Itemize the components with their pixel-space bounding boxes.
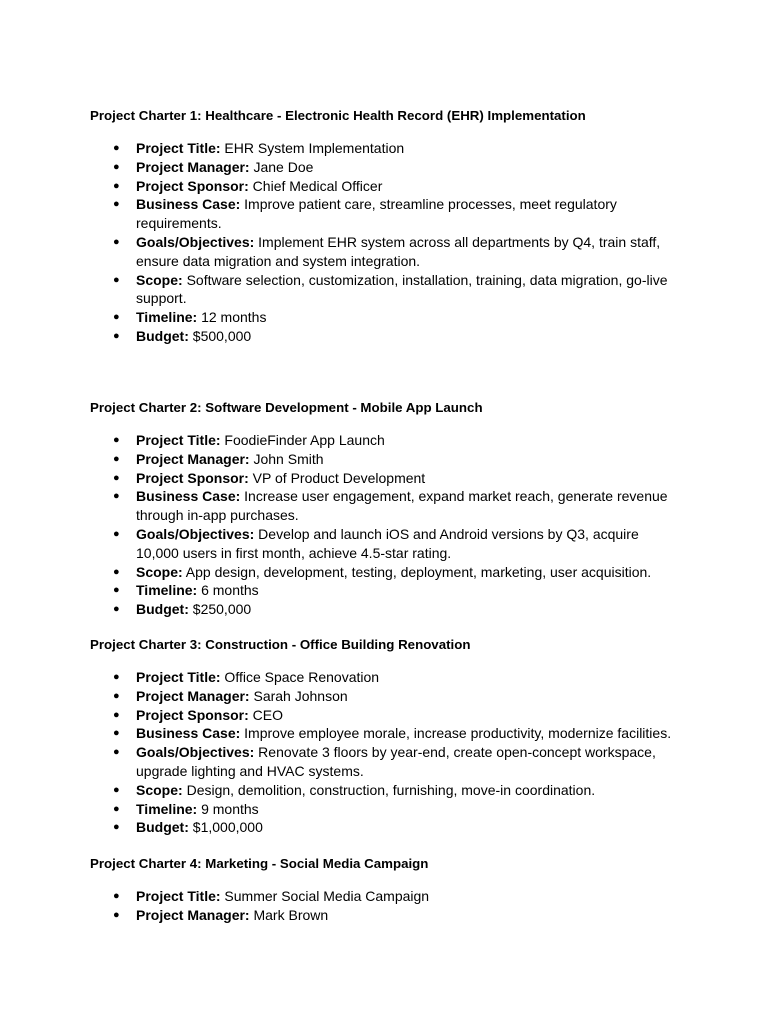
list-item: [90, 563, 684, 582]
item-value: $1,000,000: [188, 819, 263, 836]
item-label: Business Case:: [136, 725, 241, 742]
list-item: [90, 308, 684, 327]
item-value: App design, development, testing, deployment, marketing, user acquisition.: [182, 563, 652, 580]
list-item: [90, 525, 684, 563]
charter-4-heading: Project Charter 4: Marketing - Social Media Campaign: [90, 856, 429, 871]
list-item: [90, 195, 684, 233]
item-label: Project Manager:: [136, 158, 250, 175]
item-label: Project Manager:: [136, 450, 250, 467]
list-item: [90, 743, 684, 781]
charter-4-list: [90, 887, 690, 925]
item-label: Business Case:: [136, 488, 241, 505]
item-value: Design, demolition, construction, furnishing, move-in coordination.: [182, 781, 596, 798]
bullet-icon: ●: [113, 179, 120, 192]
list-item: [90, 139, 684, 158]
bullet-icon: ●: [113, 746, 120, 759]
item-value: Software selection, customization, installation, training, data migration, go-live support.: [136, 271, 668, 307]
item-label: Timeline:: [136, 800, 198, 817]
list-item: [90, 687, 684, 706]
item-label: Timeline:: [136, 309, 198, 326]
bullet-icon: ●: [113, 434, 120, 446]
bullet-icon: ●: [113, 671, 120, 683]
item-value: 9 months: [197, 800, 259, 817]
list-item: [90, 800, 684, 819]
list-item: [90, 581, 684, 600]
bullet-icon: ●: [113, 783, 120, 796]
item-label: Scope:: [136, 563, 183, 580]
charter-section-2: [90, 399, 690, 619]
item-label: Project Title:: [136, 140, 221, 156]
item-label: Project Manager:: [136, 687, 250, 704]
item-label: Timeline:: [136, 582, 198, 599]
item-value: Mark Brown: [249, 906, 329, 923]
list-item: [90, 431, 684, 450]
bullet-icon: ●: [113, 908, 120, 921]
item-value: $250,000: [188, 601, 252, 618]
bullet-icon: ●: [113, 727, 120, 740]
item-label: Scope:: [136, 781, 183, 798]
item-value: EHR System Implementation: [220, 140, 405, 156]
charter-section-3: [90, 636, 690, 837]
item-label: Project Title:: [136, 432, 221, 448]
charter-3-heading: Project Charter 3: Construction - Office Building Renovation: [90, 637, 471, 652]
item-label: Project Sponsor:: [136, 706, 249, 723]
bullet-icon: ●: [113, 565, 120, 578]
item-label: Budget:: [136, 819, 189, 836]
item-label: Project Manager:: [136, 906, 250, 923]
item-value: Develop and launch iOS and Android versions by Q3, acquire 10,000 users in first month, achieve 4.5-star rating.: [136, 525, 639, 561]
list-item: [90, 906, 684, 925]
item-value: $500,000: [188, 327, 252, 344]
item-value: John Smith: [249, 450, 324, 467]
item-label: Goals/Objectives:: [136, 233, 255, 250]
list-item: [90, 706, 684, 725]
item-label: Budget:: [136, 327, 189, 344]
charter-2-heading: Project Charter 2: Software Development - Mobile App Launch: [90, 400, 483, 415]
list-item: [90, 781, 684, 800]
bullet-icon: ●: [113, 329, 120, 342]
item-label: Project Sponsor:: [136, 177, 249, 194]
list-item: [90, 158, 684, 177]
item-label: Scope:: [136, 271, 183, 288]
item-label: Business Case:: [136, 196, 241, 213]
item-value: VP of Product Development: [248, 469, 426, 486]
item-label: Goals/Objectives:: [136, 744, 255, 761]
list-item: [90, 668, 684, 687]
item-value: CEO: [248, 706, 284, 723]
list-item: [90, 271, 684, 309]
list-item: [90, 469, 684, 488]
bullet-icon: ●: [113, 490, 120, 503]
item-value: 12 months: [197, 309, 267, 326]
bullet-icon: ●: [113, 160, 120, 173]
list-item: [90, 818, 684, 837]
list-item: [90, 887, 684, 906]
item-label: Budget:: [136, 601, 189, 618]
bullet-icon: ●: [113, 821, 120, 834]
item-value: Increase user engagement, expand market reach, generate revenue through in-app purchases.: [136, 488, 668, 524]
bullet-icon: ●: [113, 890, 120, 902]
bullet-icon: ●: [113, 235, 120, 248]
bullet-icon: ●: [113, 142, 120, 154]
item-value: 6 months: [197, 582, 259, 599]
item-label: Project Title:: [136, 888, 221, 904]
charter-2-list: [90, 431, 690, 619]
list-item: [90, 177, 684, 196]
item-value: Renovate 3 floors by year-end, create open-concept workspace, upgrade lighting and HVAC systems.: [136, 744, 656, 779]
list-item: [90, 327, 684, 346]
item-value: FoodieFinder App Launch: [220, 432, 385, 448]
item-label: Project Sponsor:: [136, 469, 249, 486]
item-label: Project Title:: [136, 669, 221, 685]
bullet-icon: ●: [113, 273, 120, 286]
list-item: [90, 487, 684, 525]
item-value: Improve employee morale, increase productivity, modernize facilities.: [240, 725, 672, 742]
bullet-icon: ●: [113, 603, 120, 616]
item-value: Sarah Johnson: [249, 687, 348, 704]
item-value: Summer Social Media Campaign: [220, 888, 430, 904]
bullet-icon: ●: [113, 708, 120, 721]
list-item: [90, 724, 684, 743]
list-item: [90, 600, 684, 619]
item-value: Improve patient care, streamline processes, meet regulatory requirements.: [136, 196, 617, 232]
list-item: [90, 233, 684, 271]
bullet-icon: ●: [113, 802, 120, 815]
charter-3-list: [90, 668, 690, 837]
bullet-icon: ●: [113, 198, 120, 211]
item-value: Implement EHR system across all departments by Q4, train staff, ensure data migration and system integration.: [136, 233, 661, 269]
charter-section-1: [90, 107, 690, 346]
bullet-icon: ●: [113, 471, 120, 484]
item-value: Jane Doe: [249, 158, 314, 175]
bullet-icon: ●: [113, 689, 120, 702]
bullet-icon: ●: [113, 452, 120, 465]
bullet-icon: ●: [113, 311, 120, 324]
item-value: Chief Medical Officer: [248, 177, 383, 194]
bullet-icon: ●: [113, 584, 120, 597]
bullet-icon: ●: [113, 527, 120, 540]
list-item: [90, 450, 684, 469]
charter-1-heading: Project Charter 1: Healthcare - Electronic Health Record (EHR) Implementation: [90, 108, 586, 123]
charter-1-list: [90, 139, 690, 346]
charter-section-4: [90, 855, 690, 925]
item-label: Goals/Objectives:: [136, 525, 255, 542]
item-value: Office Space Renovation: [220, 669, 380, 685]
